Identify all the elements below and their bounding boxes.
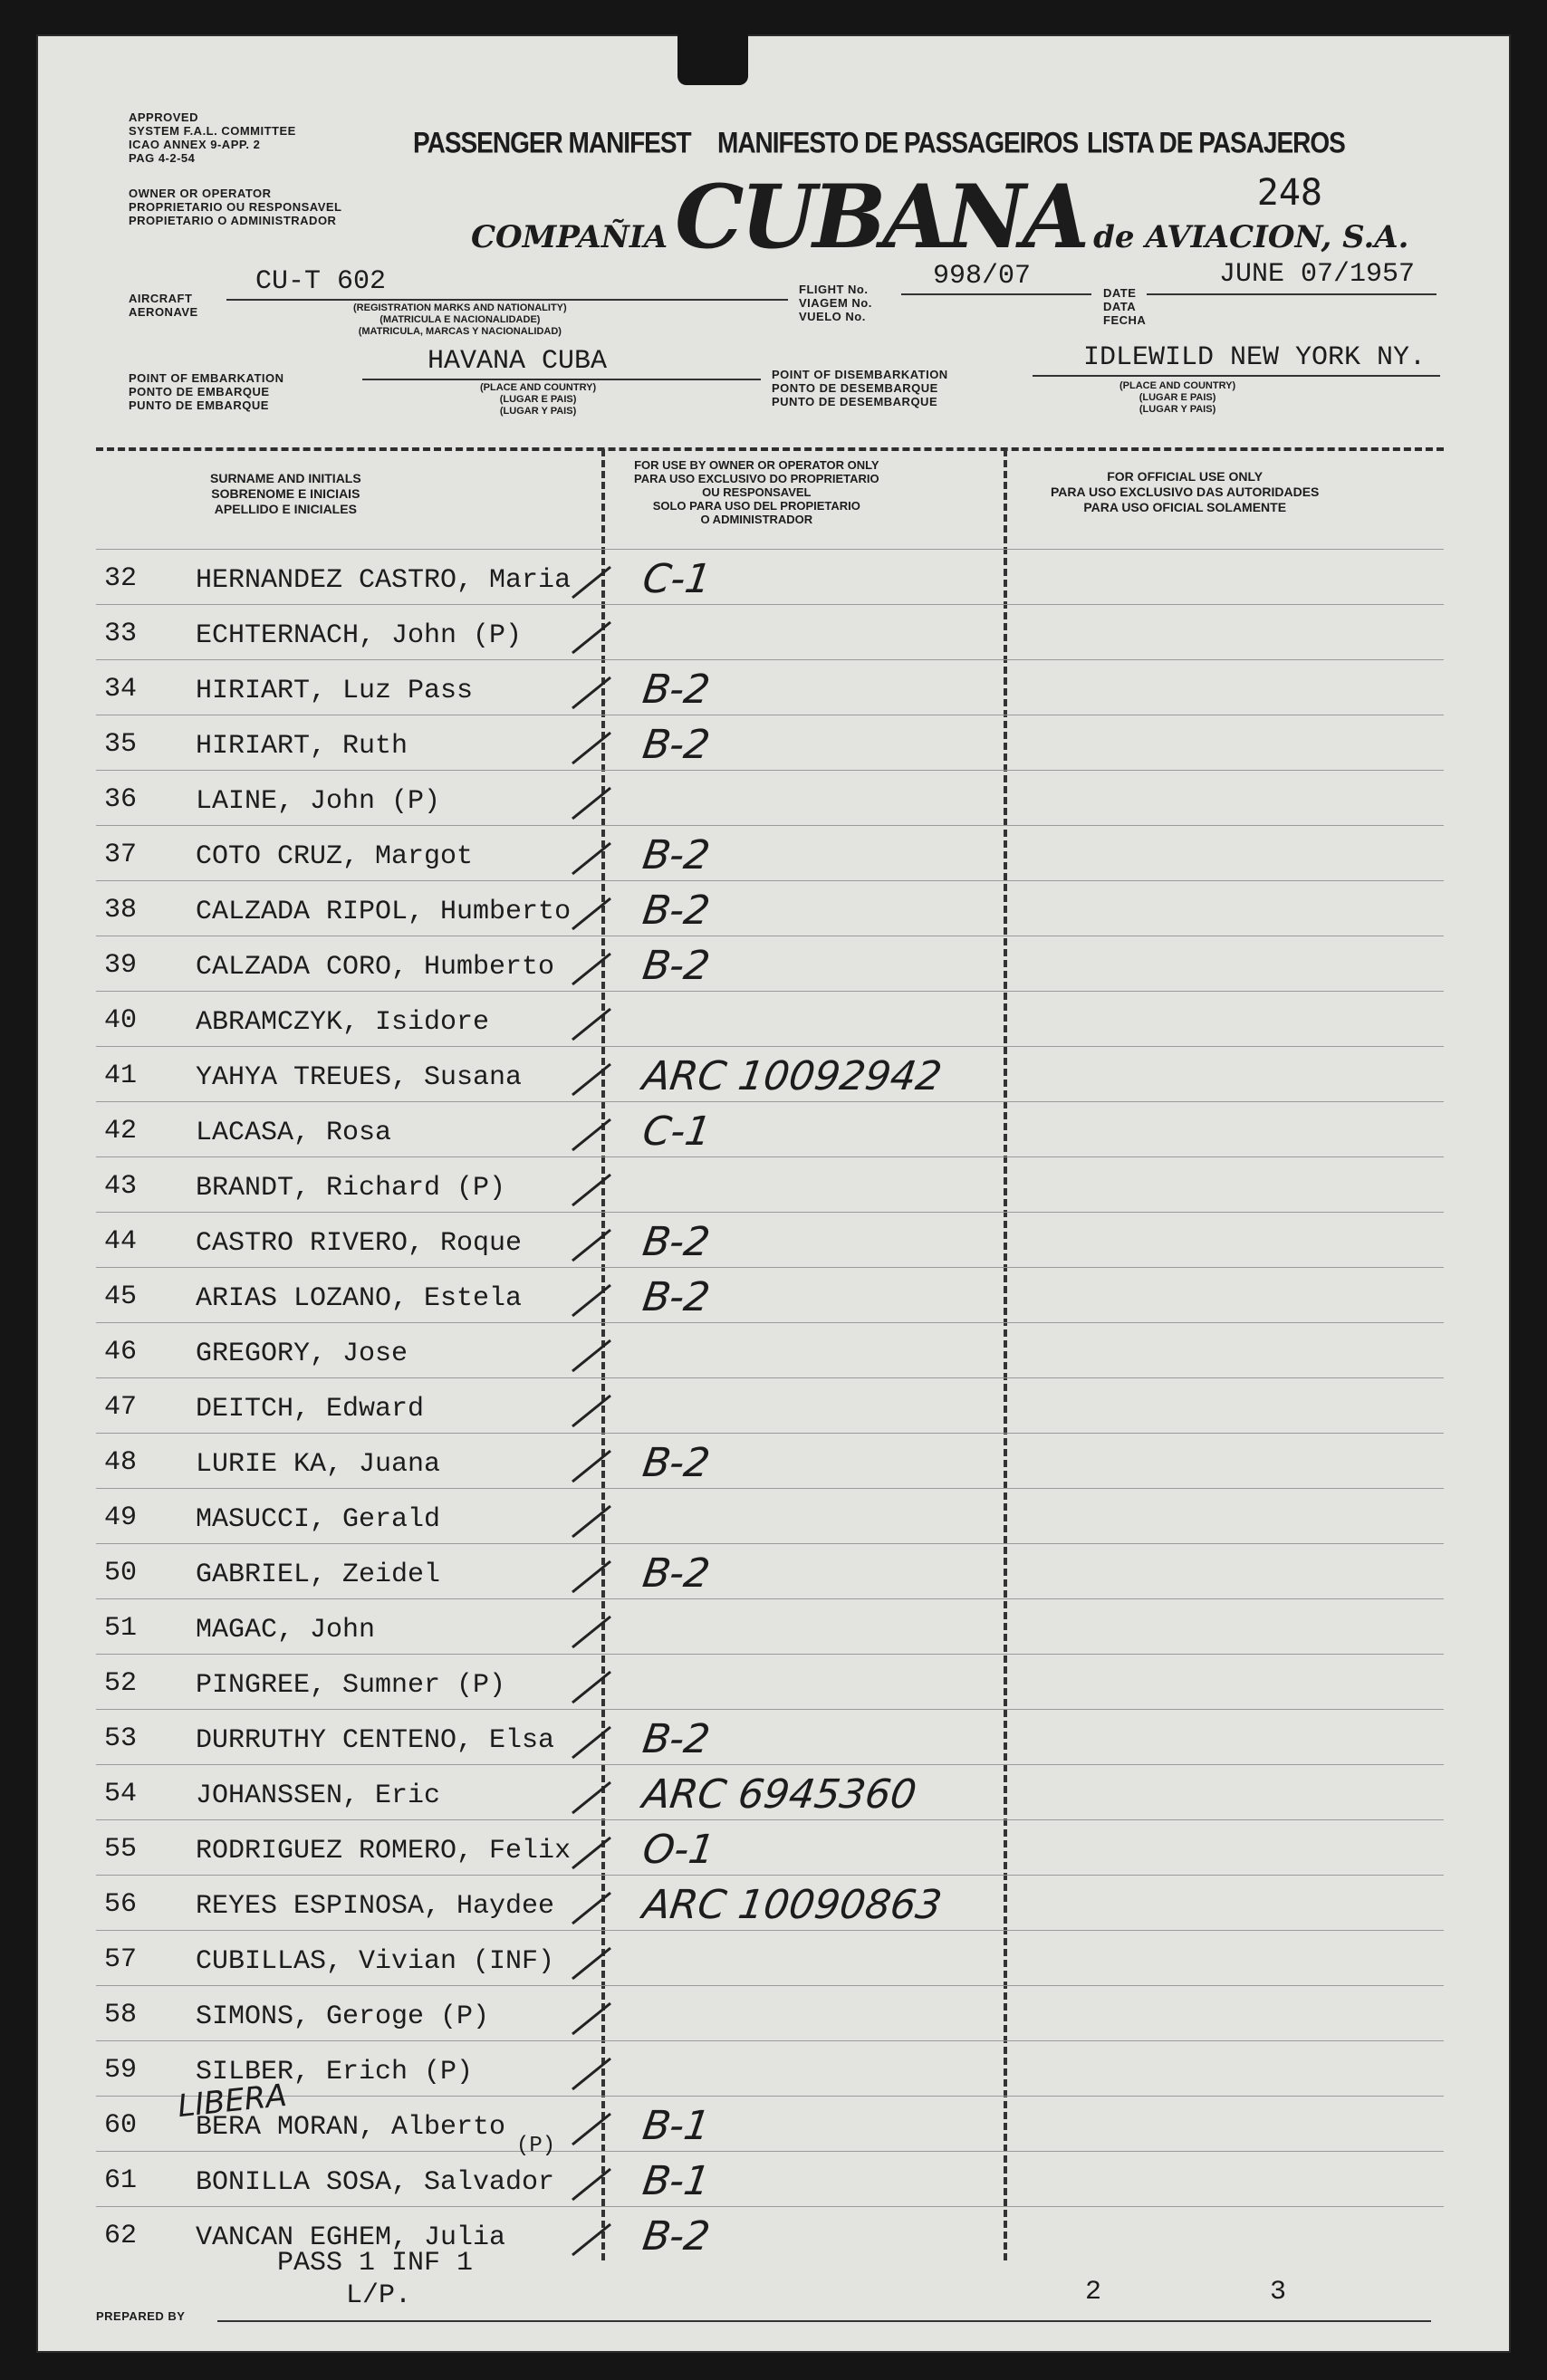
row-rule <box>96 1156 1444 1157</box>
approval-block <box>129 110 296 165</box>
label-line: PONTO DE EMBARQUE <box>129 385 270 398</box>
passenger-number: 56 <box>104 1889 138 1920</box>
table-row <box>0 1714 1449 1769</box>
col-header-line: SOBRENOME E INICIAIS <box>211 486 360 501</box>
punch-notch <box>677 34 748 85</box>
passenger-number: 54 <box>104 1779 138 1809</box>
passenger-number: 49 <box>104 1502 138 1533</box>
row-rule <box>96 1654 1444 1655</box>
table-row <box>0 1880 1449 1934</box>
table-row <box>0 720 1449 774</box>
visa-code: C-1 <box>639 1108 715 1155</box>
disembark-label <box>772 368 948 408</box>
sub-line: (LUGAR Y PAIS) <box>499 406 577 417</box>
table-row <box>0 1991 1449 2045</box>
passenger-name: DURRUTHY CENTENO, Elsa <box>196 1725 555 1756</box>
passenger-number: 61 <box>104 2165 138 2196</box>
passenger-number: 53 <box>104 1723 138 1754</box>
check-mark-icon <box>571 1060 612 1097</box>
check-mark-icon <box>571 1447 612 1483</box>
table-row <box>0 1162 1449 1216</box>
row-rule <box>96 1819 1444 1820</box>
footer-pass-count: PASS 1 INF 1 <box>277 2248 474 2279</box>
passenger-name: SILBER, Erich (P) <box>196 2057 474 2087</box>
sub-line: (PLACE AND COUNTRY) <box>1119 380 1236 391</box>
check-mark-icon <box>571 619 612 655</box>
passenger-number: 50 <box>104 1558 138 1588</box>
passenger-name: JOHANSSEN, Eric <box>196 1780 441 1811</box>
footer-mark-2: 3 <box>1270 2277 1287 2308</box>
passenger-number: 42 <box>104 1116 138 1147</box>
row-rule <box>96 1764 1444 1765</box>
table-row <box>0 1383 1449 1437</box>
row-rule <box>96 1598 1444 1599</box>
passenger-number: 35 <box>104 729 138 760</box>
visa-code: ARC 10090863 <box>639 1882 945 1928</box>
table-row <box>0 775 1449 830</box>
table-row <box>0 886 1449 940</box>
row-rule <box>96 1543 1444 1544</box>
footer-rule <box>217 2320 1431 2322</box>
visa-code: ARC 6945360 <box>639 1771 919 1818</box>
passenger-number: 48 <box>104 1447 138 1478</box>
visa-code: B-2 <box>639 1219 713 1265</box>
passenger-name: ARIAS LOZANO, Estela <box>196 1283 523 1314</box>
row-rule <box>96 659 1444 660</box>
table-row <box>0 665 1449 719</box>
passenger-name: SIMONS, Geroge (P) <box>196 2001 490 2032</box>
col-header-line: PARA USO EXCLUSIVO DO PROPRIETARIO <box>634 472 879 485</box>
passenger-name: CUBILLAS, Vivian (INF) <box>196 1946 555 1977</box>
row-rule <box>96 1488 1444 1489</box>
check-mark-icon <box>571 1392 612 1428</box>
title-pt: MANIFESTO DE PASSAGEIROS <box>717 126 1079 159</box>
row-rule <box>96 1101 1444 1102</box>
passenger-number: 47 <box>104 1392 138 1423</box>
passenger-number: 33 <box>104 619 138 649</box>
table-row <box>0 1549 1449 1603</box>
row-rule <box>96 549 1444 550</box>
check-mark-icon <box>571 1944 612 1981</box>
passenger-name: HIRIART, Ruth <box>196 731 408 762</box>
row-rule <box>96 1433 1444 1434</box>
passenger-name: BERA MORAN, Alberto <box>196 2112 506 2143</box>
flight-label <box>799 283 872 323</box>
passenger-number: 32 <box>104 563 138 594</box>
table-row <box>0 1493 1449 1548</box>
label-line: FECHA <box>1103 313 1147 327</box>
passenger-number: 60 <box>104 2110 138 2141</box>
passenger-number: 52 <box>104 1668 138 1699</box>
row-rule <box>96 1709 1444 1710</box>
disembark-underline <box>1033 375 1440 377</box>
col-header-line: O ADMINISTRADOR <box>700 513 813 526</box>
check-mark-icon <box>571 1005 612 1041</box>
passenger-number: 55 <box>104 1834 138 1865</box>
date-underline <box>1147 293 1436 295</box>
passenger-number: 37 <box>104 840 138 870</box>
title-en: PASSENGER MANIFEST <box>413 126 691 159</box>
passenger-name: GREGORY, Jose <box>196 1339 408 1369</box>
disembark-sub <box>1119 380 1235 416</box>
passenger-number: 38 <box>104 895 138 926</box>
passenger-name: CALZADA RIPOL, Humberto <box>196 897 572 927</box>
passenger-name: ABRAMCZYK, Isidore <box>196 1007 490 1038</box>
check-mark-icon <box>571 563 612 600</box>
company-logo <box>471 166 1409 268</box>
row-rule <box>96 1322 1444 1323</box>
flight-underline <box>901 293 1091 295</box>
check-mark-icon <box>571 1834 612 1870</box>
visa-code: B-2 <box>639 888 713 934</box>
row-rule <box>96 1930 1444 1931</box>
footer-prepared-by: PREPARED BY <box>96 2309 186 2323</box>
check-mark-icon <box>571 1171 612 1207</box>
check-mark-icon <box>571 1613 612 1649</box>
row-rule <box>96 880 1444 881</box>
approval-line: ICAO ANNEX 9-APP. 2 <box>129 138 261 151</box>
passenger-name: LACASA, Rosa <box>196 1118 392 1148</box>
aircraft-value: CU-T 602 <box>255 266 387 297</box>
sub-line: (MATRICULA E NACIONALIDADE) <box>380 314 541 325</box>
visa-code: B-1 <box>639 2103 713 2149</box>
check-mark-icon <box>571 1116 612 1152</box>
passenger-name: RODRIGUEZ ROMERO, Felix <box>196 1836 572 1867</box>
row-rule <box>96 825 1444 826</box>
passenger-number: 57 <box>104 1944 138 1975</box>
table-row <box>0 1659 1449 1713</box>
passenger-number: 45 <box>104 1281 138 1312</box>
table-row <box>0 1051 1449 1106</box>
passenger-name: VANCAN EGHEM, Julia <box>196 2222 506 2253</box>
check-mark-icon <box>571 1723 612 1760</box>
visa-code: B-2 <box>639 722 713 768</box>
label-line: POINT OF EMBARKATION <box>129 371 284 385</box>
aircraft-label <box>129 292 198 319</box>
col-header-line: FOR USE BY OWNER OR OPERATOR ONLY <box>634 458 879 472</box>
table-row <box>0 830 1449 885</box>
row-rule <box>96 604 1444 605</box>
visa-code: ARC 10092942 <box>639 1053 945 1099</box>
visa-code: B-1 <box>639 2158 713 2204</box>
passenger-name: REYES ESPINOSA, Haydee <box>196 1891 555 1922</box>
label-line: DATE <box>1103 286 1137 300</box>
aircraft-sub <box>353 302 567 338</box>
row-rule <box>96 2151 1444 2152</box>
check-mark-icon <box>571 729 612 765</box>
check-mark-icon <box>571 2221 612 2257</box>
approval-line: APPROVED <box>129 110 198 124</box>
row-rule <box>96 1377 1444 1378</box>
table-row <box>0 609 1449 664</box>
col-owner-header <box>634 458 879 526</box>
table-row <box>0 1770 1449 1824</box>
table-row <box>0 1935 1449 1990</box>
passenger-name: MASUCCI, Gerald <box>196 1504 441 1535</box>
passenger-number: 51 <box>104 1613 138 1644</box>
check-mark-icon <box>571 1889 612 1925</box>
table-row <box>0 941 1449 995</box>
embark-label <box>129 371 284 412</box>
label-line: FLIGHT No. <box>799 283 869 296</box>
table-row <box>0 996 1449 1051</box>
label-line: VUELO No. <box>799 310 866 323</box>
passenger-number: 36 <box>104 784 138 815</box>
label-line: AERONAVE <box>129 305 198 319</box>
table-row <box>0 2156 1449 2211</box>
page-number: 248 <box>1256 172 1322 214</box>
passenger-name: GABRIEL, Zeidel <box>196 1559 441 1590</box>
label-line: AIRCRAFT <box>129 292 193 305</box>
table-row <box>0 1825 1449 1879</box>
passenger-name: LURIE KA, Juana <box>196 1449 441 1480</box>
approval-line: SYSTEM F.A.L. COMMITTEE <box>129 124 296 138</box>
sub-line: (LUGAR E PAIS) <box>1139 392 1216 403</box>
table-row <box>0 2212 1449 2266</box>
row-rule <box>96 2096 1444 2097</box>
date-label <box>1103 286 1146 327</box>
company-suffix: de AVIACION, S.A. <box>1093 219 1409 255</box>
sub-line: (LUGAR E PAIS) <box>499 394 577 405</box>
check-mark-icon <box>571 2110 612 2146</box>
visa-code: B-2 <box>639 943 713 989</box>
footer-initials: L/P. <box>346 2280 412 2311</box>
passenger-name: LAINE, John (P) <box>196 786 441 817</box>
embark-sub <box>480 382 596 417</box>
passenger-number: 58 <box>104 2000 138 2030</box>
row-rule <box>96 1267 1444 1268</box>
header-top-rule <box>96 447 1444 451</box>
passenger-name: HIRIART, Luz Pass <box>196 676 474 706</box>
passenger-name: HERNANDEZ CASTRO, Maria <box>196 565 572 596</box>
visa-code: B-2 <box>639 1274 713 1320</box>
passenger-name: MAGAC, John <box>196 1615 376 1646</box>
label-line: PONTO DE DESEMBARQUE <box>772 381 938 395</box>
row-rule <box>96 2040 1444 2041</box>
check-mark-icon <box>571 1226 612 1262</box>
passenger-number: 62 <box>104 2221 138 2251</box>
row-rule <box>96 1875 1444 1876</box>
visa-code: B-2 <box>639 667 713 713</box>
label-line: DATA <box>1103 300 1137 313</box>
col-header-line: APELLIDO E INICIALES <box>214 502 357 516</box>
row-rule <box>96 2206 1444 2207</box>
label-line: VIAGEM No. <box>799 296 872 310</box>
passenger-name: ECHTERNACH, John (P) <box>196 620 523 651</box>
passenger-number: 34 <box>104 674 138 705</box>
label-line: POINT OF DISEMBARKATION <box>772 368 948 381</box>
visa-code: B-2 <box>639 832 713 878</box>
table-row <box>0 1328 1449 1382</box>
check-mark-icon <box>571 950 612 986</box>
handwritten-note: LIBERA <box>176 2077 289 2126</box>
owner-label-line: PROPRIETARIO OU RESPONSAVEL <box>129 200 342 214</box>
check-mark-icon <box>571 1668 612 1704</box>
passenger-number: 40 <box>104 1005 138 1036</box>
label-line: PUNTO DE EMBARQUE <box>129 398 269 412</box>
check-mark-icon <box>571 840 612 876</box>
owner-label <box>129 187 342 227</box>
owner-label-line: OWNER OR OPERATOR <box>129 187 272 200</box>
row61-note: (P) <box>516 2134 556 2158</box>
visa-code: B-2 <box>639 1550 713 1597</box>
row-rule <box>96 770 1444 771</box>
owner-label-line: PROPIETARIO O ADMINISTRADOR <box>129 214 337 227</box>
sub-line: (REGISTRATION MARKS AND NATIONALITY) <box>353 302 567 313</box>
visa-code: B-2 <box>639 2213 713 2260</box>
check-mark-icon <box>571 674 612 710</box>
flight-value: 998/07 <box>933 261 1032 292</box>
check-mark-icon <box>571 1337 612 1373</box>
table-row <box>0 1438 1449 1492</box>
passenger-name: BRANDT, Richard (P) <box>196 1173 506 1204</box>
check-mark-icon <box>571 2165 612 2202</box>
table-row <box>0 1604 1449 1658</box>
passenger-name: YAHYA TREUES, Susana <box>196 1062 523 1093</box>
passenger-number: 39 <box>104 950 138 981</box>
sub-line: (LUGAR Y PAIS) <box>1139 404 1216 415</box>
date-value: JUNE 07/1957 <box>1219 259 1416 290</box>
col-header-line: SURNAME AND INITIALS <box>210 471 361 485</box>
passenger-name: BONILLA SOSA, Salvador <box>196 2167 555 2198</box>
col-header-line: PARA USO EXCLUSIVO DAS AUTORIDADES <box>1051 485 1320 499</box>
passenger-name: PINGREE, Sumner (P) <box>196 1670 506 1701</box>
passenger-name: COTO CRUZ, Margot <box>196 841 474 872</box>
table-row <box>0 1107 1449 1161</box>
check-mark-icon <box>571 895 612 931</box>
col-header-line: PARA USO OFICIAL SOLAMENTE <box>1083 500 1287 514</box>
visa-code: C-1 <box>639 556 715 602</box>
sub-line: (PLACE AND COUNTRY) <box>480 382 597 393</box>
visa-code: B-2 <box>639 1440 713 1486</box>
passenger-number: 41 <box>104 1060 138 1091</box>
approval-line: PAG 4-2-54 <box>129 151 196 165</box>
check-mark-icon <box>571 1281 612 1318</box>
aircraft-underline <box>226 299 788 301</box>
passenger-number: 46 <box>104 1337 138 1368</box>
row-rule <box>96 1212 1444 1213</box>
visa-code: O-1 <box>639 1827 718 1873</box>
row-rule <box>96 1985 1444 1986</box>
passenger-number: 44 <box>104 1226 138 1257</box>
check-mark-icon <box>571 2000 612 2036</box>
table-row <box>0 1272 1449 1327</box>
check-mark-icon <box>571 1558 612 1594</box>
embark-underline <box>362 379 761 380</box>
check-mark-icon <box>571 1502 612 1539</box>
company-name: CUBANA <box>675 166 1087 268</box>
col-header-line: SOLO PARA USO DEL PROPIETARIO <box>652 499 860 513</box>
row-rule <box>96 991 1444 992</box>
col-header-line: OU RESPONSAVEL <box>702 485 812 499</box>
company-prefix: COMPAÑIA <box>471 219 668 255</box>
visa-code: B-2 <box>639 1716 713 1762</box>
check-mark-icon <box>571 2055 612 2091</box>
row-rule <box>96 1046 1444 1047</box>
passenger-name: CALZADA CORO, Humberto <box>196 952 555 983</box>
passenger-number: 59 <box>104 2055 138 2086</box>
col-header-line: FOR OFFICIAL USE ONLY <box>1107 469 1264 484</box>
table-row <box>0 554 1449 609</box>
sub-line: (MATRICULA, MARCAS Y NACIONALIDAD) <box>358 326 562 337</box>
label-line: PUNTO DE DESEMBARQUE <box>772 395 938 408</box>
check-mark-icon <box>571 784 612 821</box>
passenger-name: CASTRO RIVERO, Roque <box>196 1228 523 1259</box>
disembark-value: IDLEWILD NEW YORK NY. <box>1083 342 1427 373</box>
passenger-name: DEITCH, Edward <box>196 1394 425 1425</box>
footer-mark-1: 2 <box>1085 2277 1102 2308</box>
check-mark-icon <box>571 1779 612 1815</box>
embark-value: HAVANA CUBA <box>428 346 608 377</box>
col-name-header <box>210 471 361 517</box>
passenger-number: 43 <box>104 1171 138 1202</box>
col-official-header <box>1051 469 1319 515</box>
title-es: LISTA DE PASAJEROS <box>1087 126 1345 159</box>
table-row <box>0 1217 1449 1272</box>
